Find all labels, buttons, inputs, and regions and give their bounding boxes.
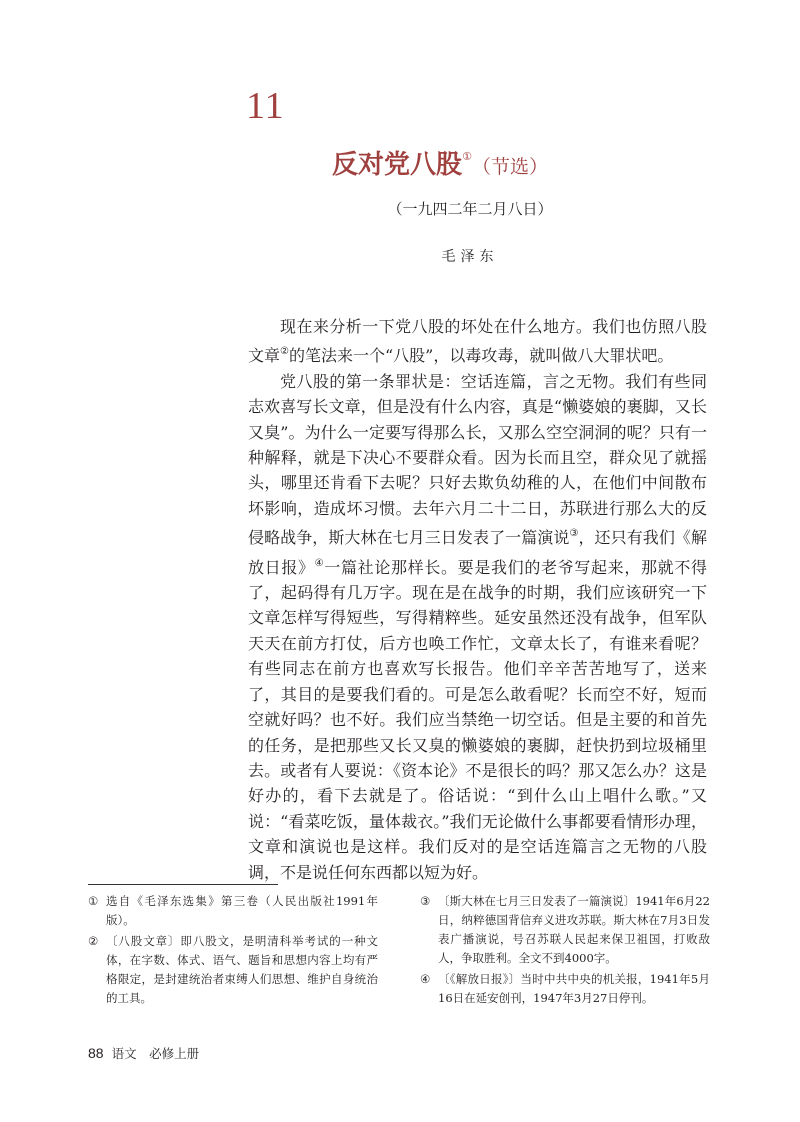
para2-text-a: 党八股的第一条罪状是：空话连篇，言之无物。我们有些同志欢喜写长文章，但是没有什么内容，真是“懒婆娘的裹脚，又长又臭”。为什么一定要写得那么长，又那么空空洞洞的呢？只有一种解释，就是下决心不要群众看。因为长而且空，群众见了就摇头，哪里还肯看下去呢？只好去欺负幼稚的人，在他们中间散布坏影响，造成坏习惯。去年六月二十二日，苏联进行那么大的反侵略战争，斯大林在七月三日发表了一篇演说: [248, 371, 707, 548]
page-number: 88: [88, 1045, 104, 1061]
date-line: （一九四二年二月八日）: [387, 200, 553, 218]
footnote-mark: ②: [88, 934, 99, 948]
footnote-text: 〔《解放日报》〕当时中共中央的机关报，1941年5月16日在延安创刊，1947年3月27日停刊。: [438, 972, 710, 1005]
title-text: 反对党八股: [332, 150, 463, 180]
para1-text-b: 的笔法来一个“八股”，以毒攻毒，就叫做八大罪状吧。: [288, 346, 674, 366]
footnote-text: 选自《毛泽东选集》第三卷（人民出版社1991年版）。: [106, 894, 378, 927]
footnote-2: [88, 932, 378, 1008]
footnote-text: 〔八股文章〕即八股文，是明清科举考试的一种文体，在字数、体式、语气、题旨和思想内容上均有严格限定，是封建统治者束缚人们思想、维护自身统治的工具。: [106, 934, 378, 1005]
footnote-ref-3[interactable]: ③: [569, 528, 579, 540]
footnote-mark: ④: [420, 972, 431, 986]
paragraph-1: [248, 314, 707, 369]
footnote-divider: [88, 884, 278, 885]
article-body: [248, 314, 707, 885]
footnote-4: [420, 970, 710, 1008]
footnote-1: [88, 892, 378, 930]
footnote-3: [420, 892, 710, 968]
footnotes-right-column: [420, 892, 710, 1010]
title-footnote-mark[interactable]: ①: [462, 150, 472, 163]
footnote-mark: ①: [88, 894, 99, 908]
lesson-number: 11: [246, 85, 285, 127]
para1-text-a: 现在来分析一下党八股的坏处在什么地方。我们也仿照八股文章: [248, 317, 707, 366]
page-title: [0, 144, 800, 181]
para2-text-b: ，还只有我们《解放日报》: [248, 528, 707, 577]
author-name: 毛泽东: [441, 249, 499, 265]
para2-text-c: 一篇社论那样长。要是我们的老爷写起来，那就不得了，起码得有几万字。现在是在战争的时期，我们应该研究一下文章怎样写得短些，写得精粹些。延安虽然还没有战争，但军队天天在前方打仗，后方也唤工作忙，文章太长了，有谁来看呢？有些同志在前方也喜欢写长报告。他们辛辛苦苦地写了，送来了，其目的是要我们看的。可是怎么敢看呢？长而空不好，短而空就好吗？也不好。我们应当禁绝一切空话。但是主要的和首先的任务，是把那些又长又臭的懒婆娘的裹脚，赶快扔到垃圾桶里去。或者有人要说：《资本论》不是很长的吗？那又怎么办？这是好办的，看下去就是了。俗话说：“到什么山上唱什么歌。”又说：“看菜吃饭，量体裁衣。”我们无论做什么事都要看情形办理，文章和演说也是这样。我们反对的是空话连篇言之无物的八股调，不是说任何东西都以短为好。: [248, 557, 707, 882]
paragraph-2: [248, 369, 707, 885]
page-footer: [88, 1044, 199, 1062]
footnote-ref-2[interactable]: ②: [280, 346, 289, 358]
book-title: 语文 必修上册: [111, 1046, 200, 1061]
footnote-ref-4[interactable]: ④: [314, 557, 325, 569]
footnote-text: 〔斯大林在七月三日发表了一篇演说〕1941年6月22日，纳粹德国背信弃义进攻苏联。斯大林在7月3日发表广播演说，号召苏联人民起来保卫祖国，打败敌人，争取胜利。全文不到4000字。: [438, 894, 710, 965]
footnotes-left-column: [88, 892, 378, 1010]
footnote-mark: ③: [420, 894, 431, 908]
title-subtitle: （节选）: [471, 156, 548, 178]
